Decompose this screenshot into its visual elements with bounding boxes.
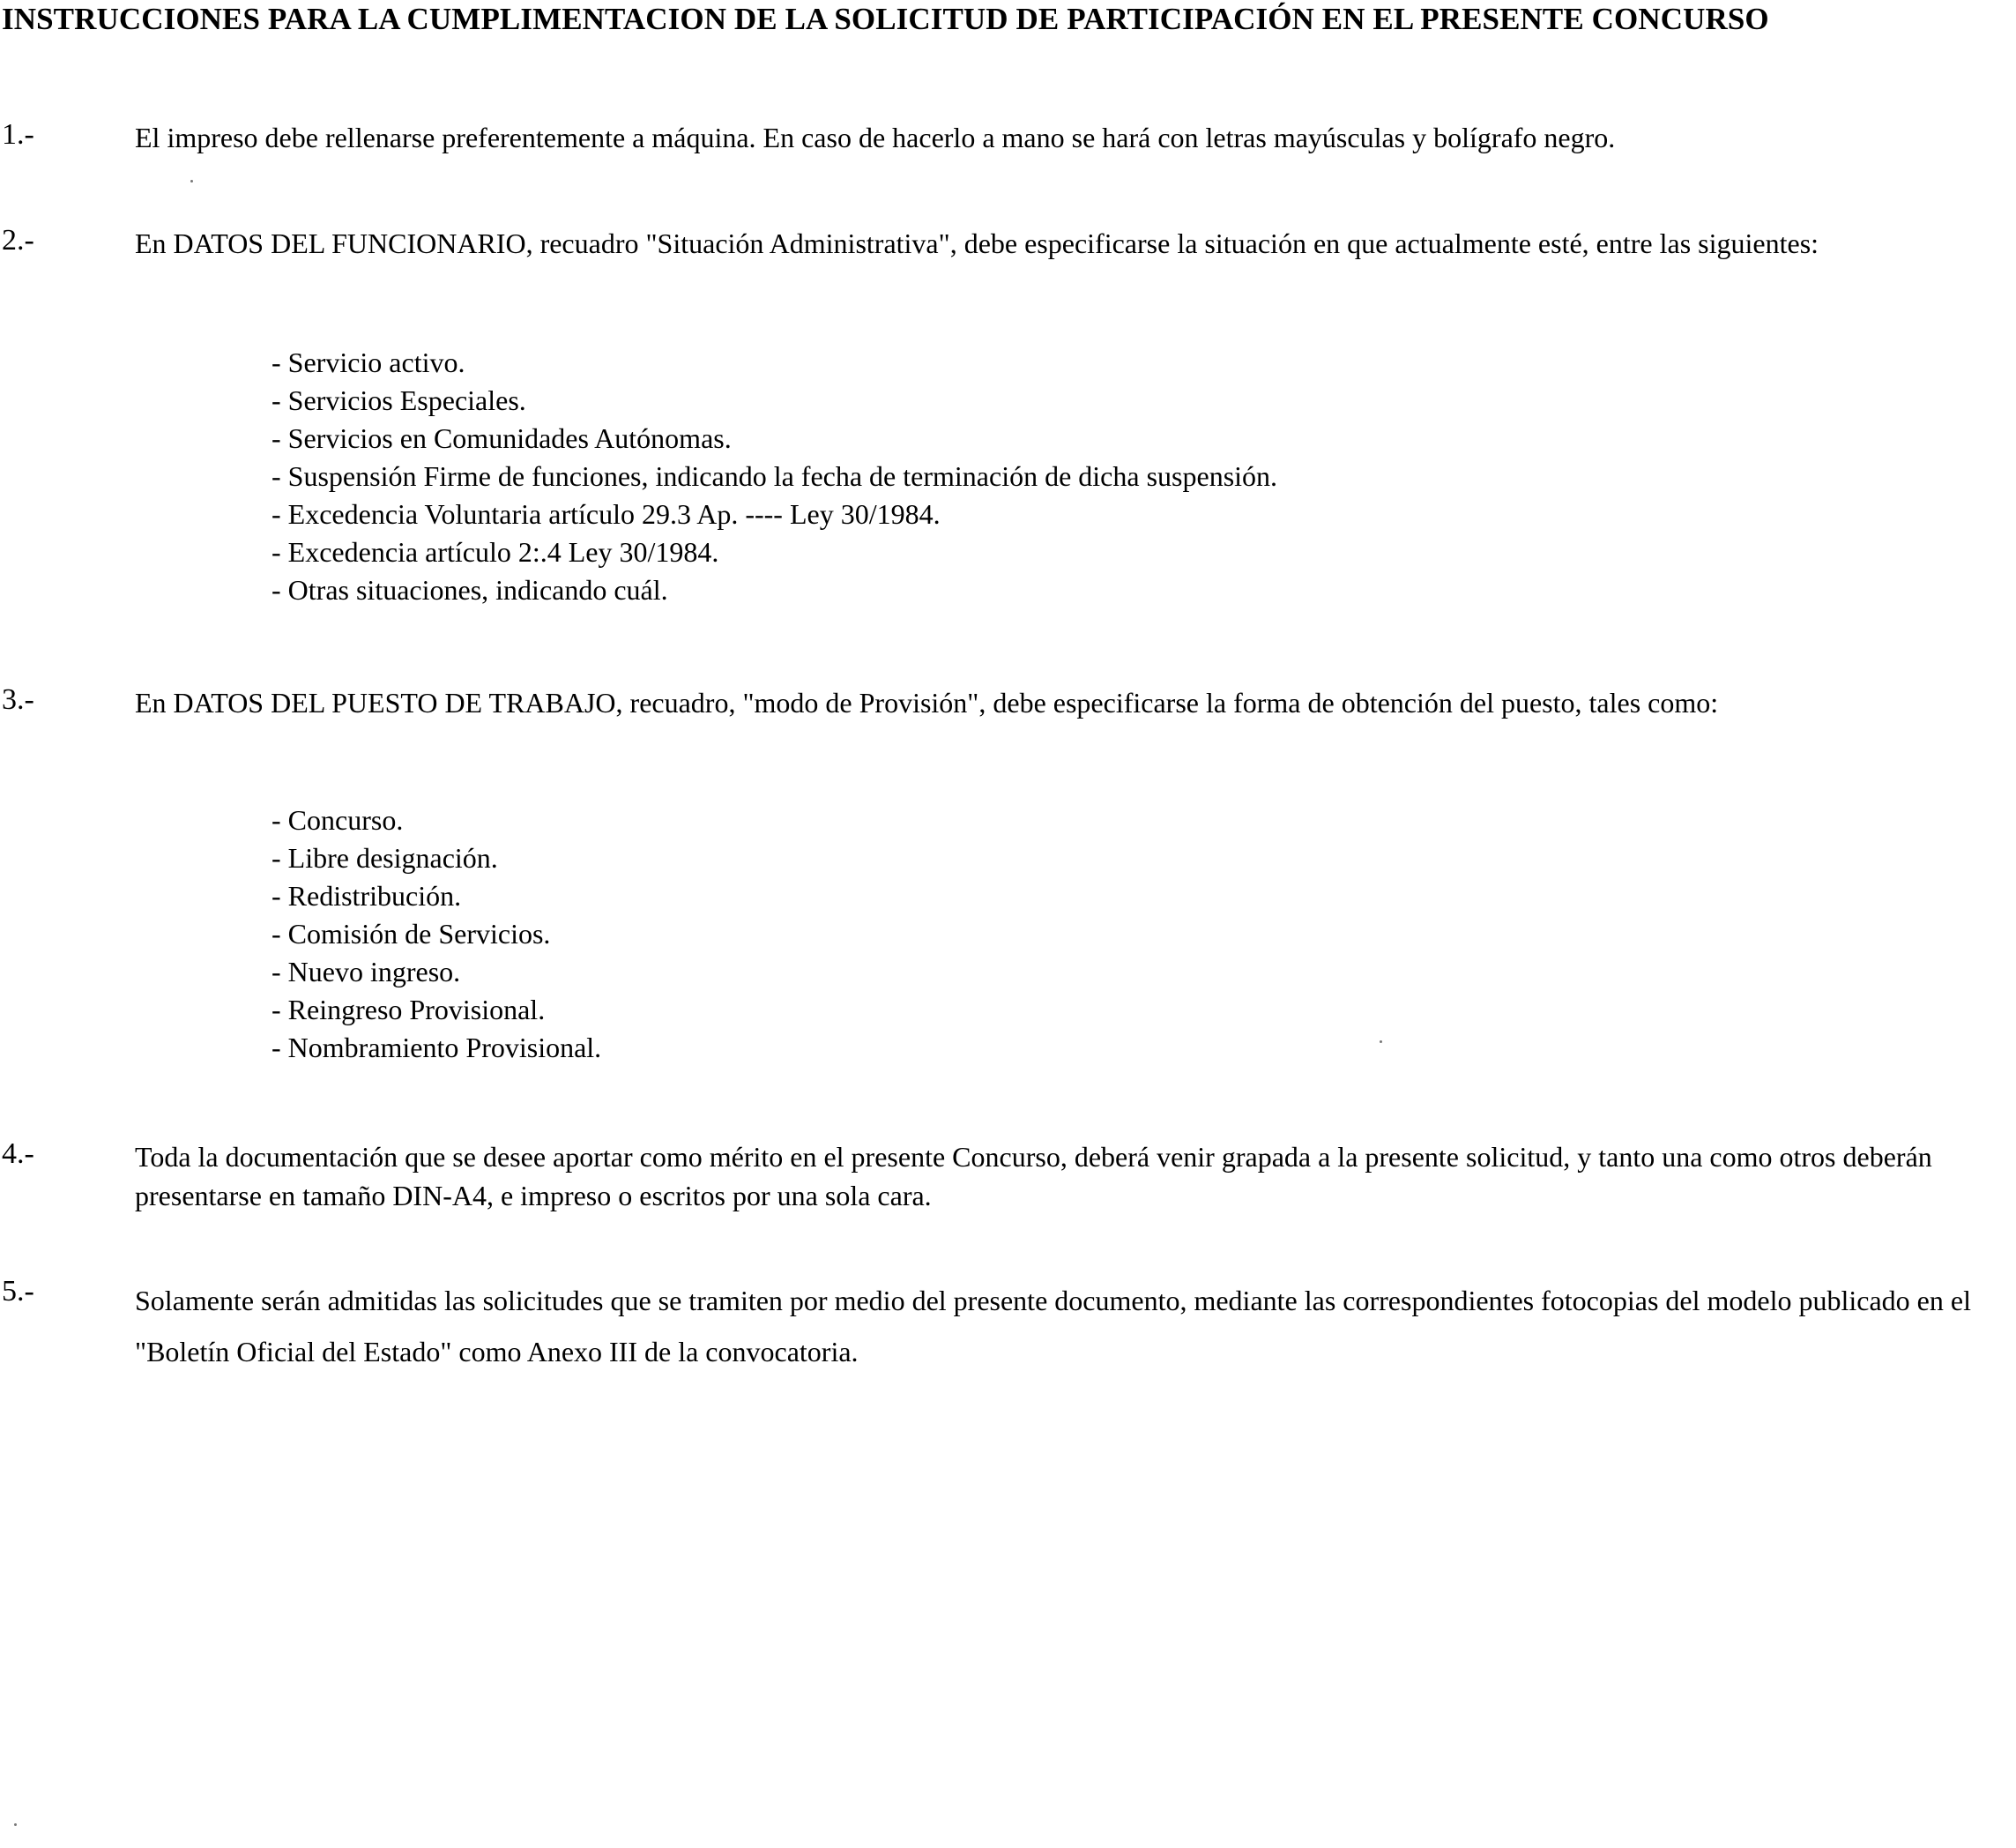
list-item: - Servicio activo. bbox=[272, 346, 465, 378]
item-number: 3.- bbox=[2, 683, 34, 716]
scan-speck bbox=[14, 1823, 17, 1826]
list-item: - Reingreso Provisional. bbox=[272, 994, 546, 1025]
item-number: 4.- bbox=[2, 1137, 34, 1170]
item-text: Toda la documentación que se desee aportar como mérito en el presente Concurso, deberá venir grapada a la presente solicitud, y tanto una como otros deberán presentarse en tamaño DIN-A4, e impreso o escritos por una sola cara. bbox=[135, 1141, 1932, 1211]
list-item: - Excedencia Voluntaria artículo 29.3 Ap. ---- Ley 30/1984. bbox=[272, 498, 941, 530]
provision-list bbox=[272, 801, 1946, 1067]
item-text: Solamente serán admitidas las solicitudes que se tramiten por medio del presente documento, mediante las correspondientes fotocopias del modelo publicado en el "Boletín Oficial del Estado" como Anexo III de la convocatoria. bbox=[135, 1285, 1971, 1367]
scan-speck bbox=[1380, 1040, 1382, 1043]
document-title: INSTRUCCIONES PARA LA CUMPLIMENTACION DE LA SOLICITUD DE PARTICIPACIÓN EN EL PRESENTE CONCURSO bbox=[2, 2, 1769, 36]
list-item: - Comisión de Servicios. bbox=[272, 918, 551, 950]
situation-list bbox=[272, 344, 1946, 609]
list-item: - Servicios Especiales. bbox=[272, 384, 526, 416]
list-item: - Redistribución. bbox=[272, 880, 462, 912]
item-number: 5.- bbox=[2, 1275, 34, 1308]
list-item: - Concurso. bbox=[272, 804, 404, 836]
item-number: 2.- bbox=[2, 224, 34, 257]
item-number: 1.- bbox=[2, 118, 34, 151]
item-text: En DATOS DEL PUESTO DE TRABAJO, recuadro, "modo de Provisión", debe especificarse la forma de obtención del puesto, tales como: bbox=[135, 687, 1719, 719]
item-text: El impreso debe rellenarse preferentemente a máquina. En caso de hacerlo a mano se hará con letras mayúsculas y bolígrafo negro. bbox=[135, 122, 1616, 153]
list-item: - Excedencia artículo 2:.4 Ley 30/1984. bbox=[272, 536, 719, 568]
list-item: - Suspensión Firme de funciones, indicando la fecha de terminación de dicha suspensión. bbox=[272, 460, 1278, 492]
list-item: - Otras situaciones, indicando cuál. bbox=[272, 574, 668, 606]
list-item: - Libre designación. bbox=[272, 842, 498, 874]
list-item: - Servicios en Comunidades Autónomas. bbox=[272, 422, 732, 454]
scan-speck bbox=[190, 180, 193, 183]
list-item: - Nombramiento Provisional. bbox=[272, 1032, 602, 1063]
item-text: En DATOS DEL FUNCIONARIO, recuadro "Situación Administrativa", debe especificarse la situación en que actualmente esté, entre las siguientes: bbox=[135, 227, 1819, 259]
list-item: - Nuevo ingreso. bbox=[272, 956, 461, 987]
